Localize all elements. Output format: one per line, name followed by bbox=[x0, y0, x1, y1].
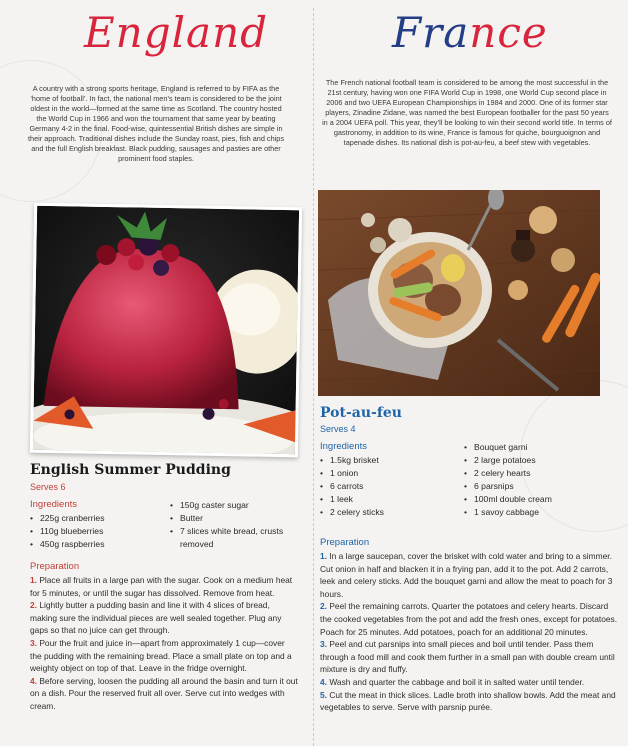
step-item bbox=[320, 689, 622, 714]
step-text: Wash and quarter the cabbage and boil it in salted water until tender. bbox=[329, 676, 585, 687]
step-number: 4. bbox=[30, 675, 37, 686]
step-item bbox=[30, 637, 298, 675]
france-title-part2: nce bbox=[469, 8, 548, 57]
step-number: 2. bbox=[320, 601, 327, 612]
ingredients-heading: Ingredients bbox=[320, 441, 368, 452]
ingredient-item: • 6 carrots bbox=[320, 480, 460, 493]
france-title-part1: Fra bbox=[392, 8, 470, 57]
preparation-heading: Preparation bbox=[320, 537, 370, 548]
summer-pudding-image bbox=[33, 206, 299, 455]
step-item bbox=[320, 638, 622, 676]
step-text: Before serving, loosen the pudding all around the basin and turn it out on a dish. Pour the reserved fruit all over. Serve cut into wedges with cream. bbox=[30, 675, 298, 711]
england-title: England bbox=[84, 8, 269, 57]
ingredient-item: • 1 onion bbox=[320, 467, 460, 480]
ingredient-item: • Bouquet garni bbox=[464, 441, 624, 454]
step-item bbox=[320, 676, 622, 689]
ingredient-item: • 1 savoy cabbage bbox=[464, 506, 624, 519]
ingredient-item: • 2 large potatoes bbox=[464, 454, 624, 467]
ingredient-item: • 225g cranberries bbox=[30, 512, 170, 525]
ingredient-item: • 100ml double cream bbox=[464, 493, 624, 506]
serves-count: Serves 6 bbox=[30, 482, 66, 492]
ingredient-item: • 150g caster sugar bbox=[170, 499, 310, 512]
england-intro: A country with a strong sports heritage, England is referred to by FIFA as the ‘home of football’. In fact, the national men’s team is considered to be the joint oldest in the world—formed at the same time as Scotland. The country hosted the World Cup in 1966 and won the tournament that same year by beating Germany 4-2 in the final. Food-wise, quintessential British dishes are simple in their approach. Traditional dishes include the Sunday roast, pies, fish and chips and the full English breakfast. Black pudding, sausages and pasties are other prominent food staples. bbox=[28, 84, 284, 163]
step-item bbox=[30, 675, 298, 713]
recipe-title: Pot-au-feu bbox=[320, 405, 402, 421]
pot-au-feu-photo bbox=[318, 190, 600, 396]
recipe-title: English Summer Pudding bbox=[30, 462, 231, 478]
step-text: Cut the meat in thick slices. Ladle broth into shallow bowls. Add the meat and vegetables to serve. Serve with parsnip purée. bbox=[320, 689, 616, 713]
step-text: Pour the fruit and juice in—apart from approximately 1 cup—cover the pudding with the remaining bread. Place a small plate on top and a weighty object on top of that. Leave in the fridge overnight. bbox=[30, 637, 292, 674]
step-number: 5. bbox=[320, 689, 327, 700]
step-item bbox=[320, 550, 622, 600]
ingredient-item: • 6 parsnips bbox=[464, 480, 624, 493]
ingredients-list-2 bbox=[170, 499, 310, 551]
pot-au-feu-image bbox=[318, 190, 600, 396]
ingredients-list-1 bbox=[30, 512, 170, 551]
step-number: 4. bbox=[320, 676, 327, 687]
preparation-steps bbox=[30, 574, 298, 713]
preparation-steps bbox=[320, 550, 622, 714]
serves-count: Serves 4 bbox=[320, 424, 356, 434]
ingredient-item: • 2 celery hearts bbox=[464, 467, 624, 480]
ingredients-heading: Ingredients bbox=[30, 499, 78, 510]
ingredient-item: • 7 slices white bread, crusts removed bbox=[170, 525, 310, 551]
ingredient-item: • Butter bbox=[170, 512, 310, 525]
step-number: 2. bbox=[30, 600, 37, 611]
step-text: In a large saucepan, cover the brisket with cold water and bring to a simmer. Cut onion in half and blacken it in a frying pan, add it to the pot. Add 2 carrots, leek and celery sticks. Add the bouquet garni and allow the meat to poach for 3 hours. bbox=[320, 551, 613, 599]
ingredient-item: • 450g raspberries bbox=[30, 538, 170, 551]
step-number: 1. bbox=[30, 575, 37, 585]
step-text: Place all fruits in a large pan with the sugar. Cook on a medium heat for 5 minutes, or until the sugar has dissolved. Remove from heat. bbox=[30, 575, 293, 598]
step-item bbox=[30, 574, 298, 599]
ingredients-list-1 bbox=[320, 454, 460, 519]
step-item bbox=[30, 599, 298, 637]
ingredients-list-2 bbox=[464, 441, 624, 519]
column-divider bbox=[313, 8, 314, 746]
step-text: Peel the remaining carrots. Quarter the potatoes and celery hearts. Discard the cooked vegetables from the pot and add the fresh ones, except for potatoes. Poach for 25 minutes. Add potatoes, poach for an additional 20 minutes. bbox=[320, 601, 618, 637]
france-title bbox=[392, 8, 548, 57]
step-text: Lightly butter a pudding basin and line it with 4 slices of bread, making sure the individual pieces are well sealed together. Plug any gaps so that no juice can get through. bbox=[30, 600, 282, 636]
ingredient-item: • 1.5kg brisket bbox=[320, 454, 460, 467]
preparation-heading: Preparation bbox=[30, 561, 80, 572]
ingredient-item: • 1 leek bbox=[320, 493, 460, 506]
step-number: 3. bbox=[320, 639, 327, 650]
summer-pudding-photo bbox=[30, 203, 302, 458]
step-item bbox=[320, 600, 622, 638]
step-number: 3. bbox=[30, 637, 37, 648]
step-number: 1. bbox=[320, 551, 327, 561]
france-intro: The French national football team is considered to be among the most successful in the 21st century, having won one FIFA World Cup in 1998, one World Cup second place in 2006 and two UEFA European Championships in 1984 and 2000. One of its former star players, Zinadine Zidane, was named the best European footballer for the past 50 years in a 2004 UEFA poll. This year, they’ll be looking to win their second world title. In terms of gastronomy, in addition to its wine, France is famous for quiche, bourguoignon and tapenade dishes. Its national dish is pot-au-feu, a beef stew with vegetables. bbox=[322, 78, 612, 147]
ingredient-item: • 110g blueberries bbox=[30, 525, 170, 538]
ingredient-item: • 2 celery sticks bbox=[320, 506, 460, 519]
step-text: Peel and cut parsnips into small pieces and boil until tender. Pass them through a food mill and cook them further in a small pan with double cream until mixture is dry and fluffy. bbox=[320, 639, 615, 675]
